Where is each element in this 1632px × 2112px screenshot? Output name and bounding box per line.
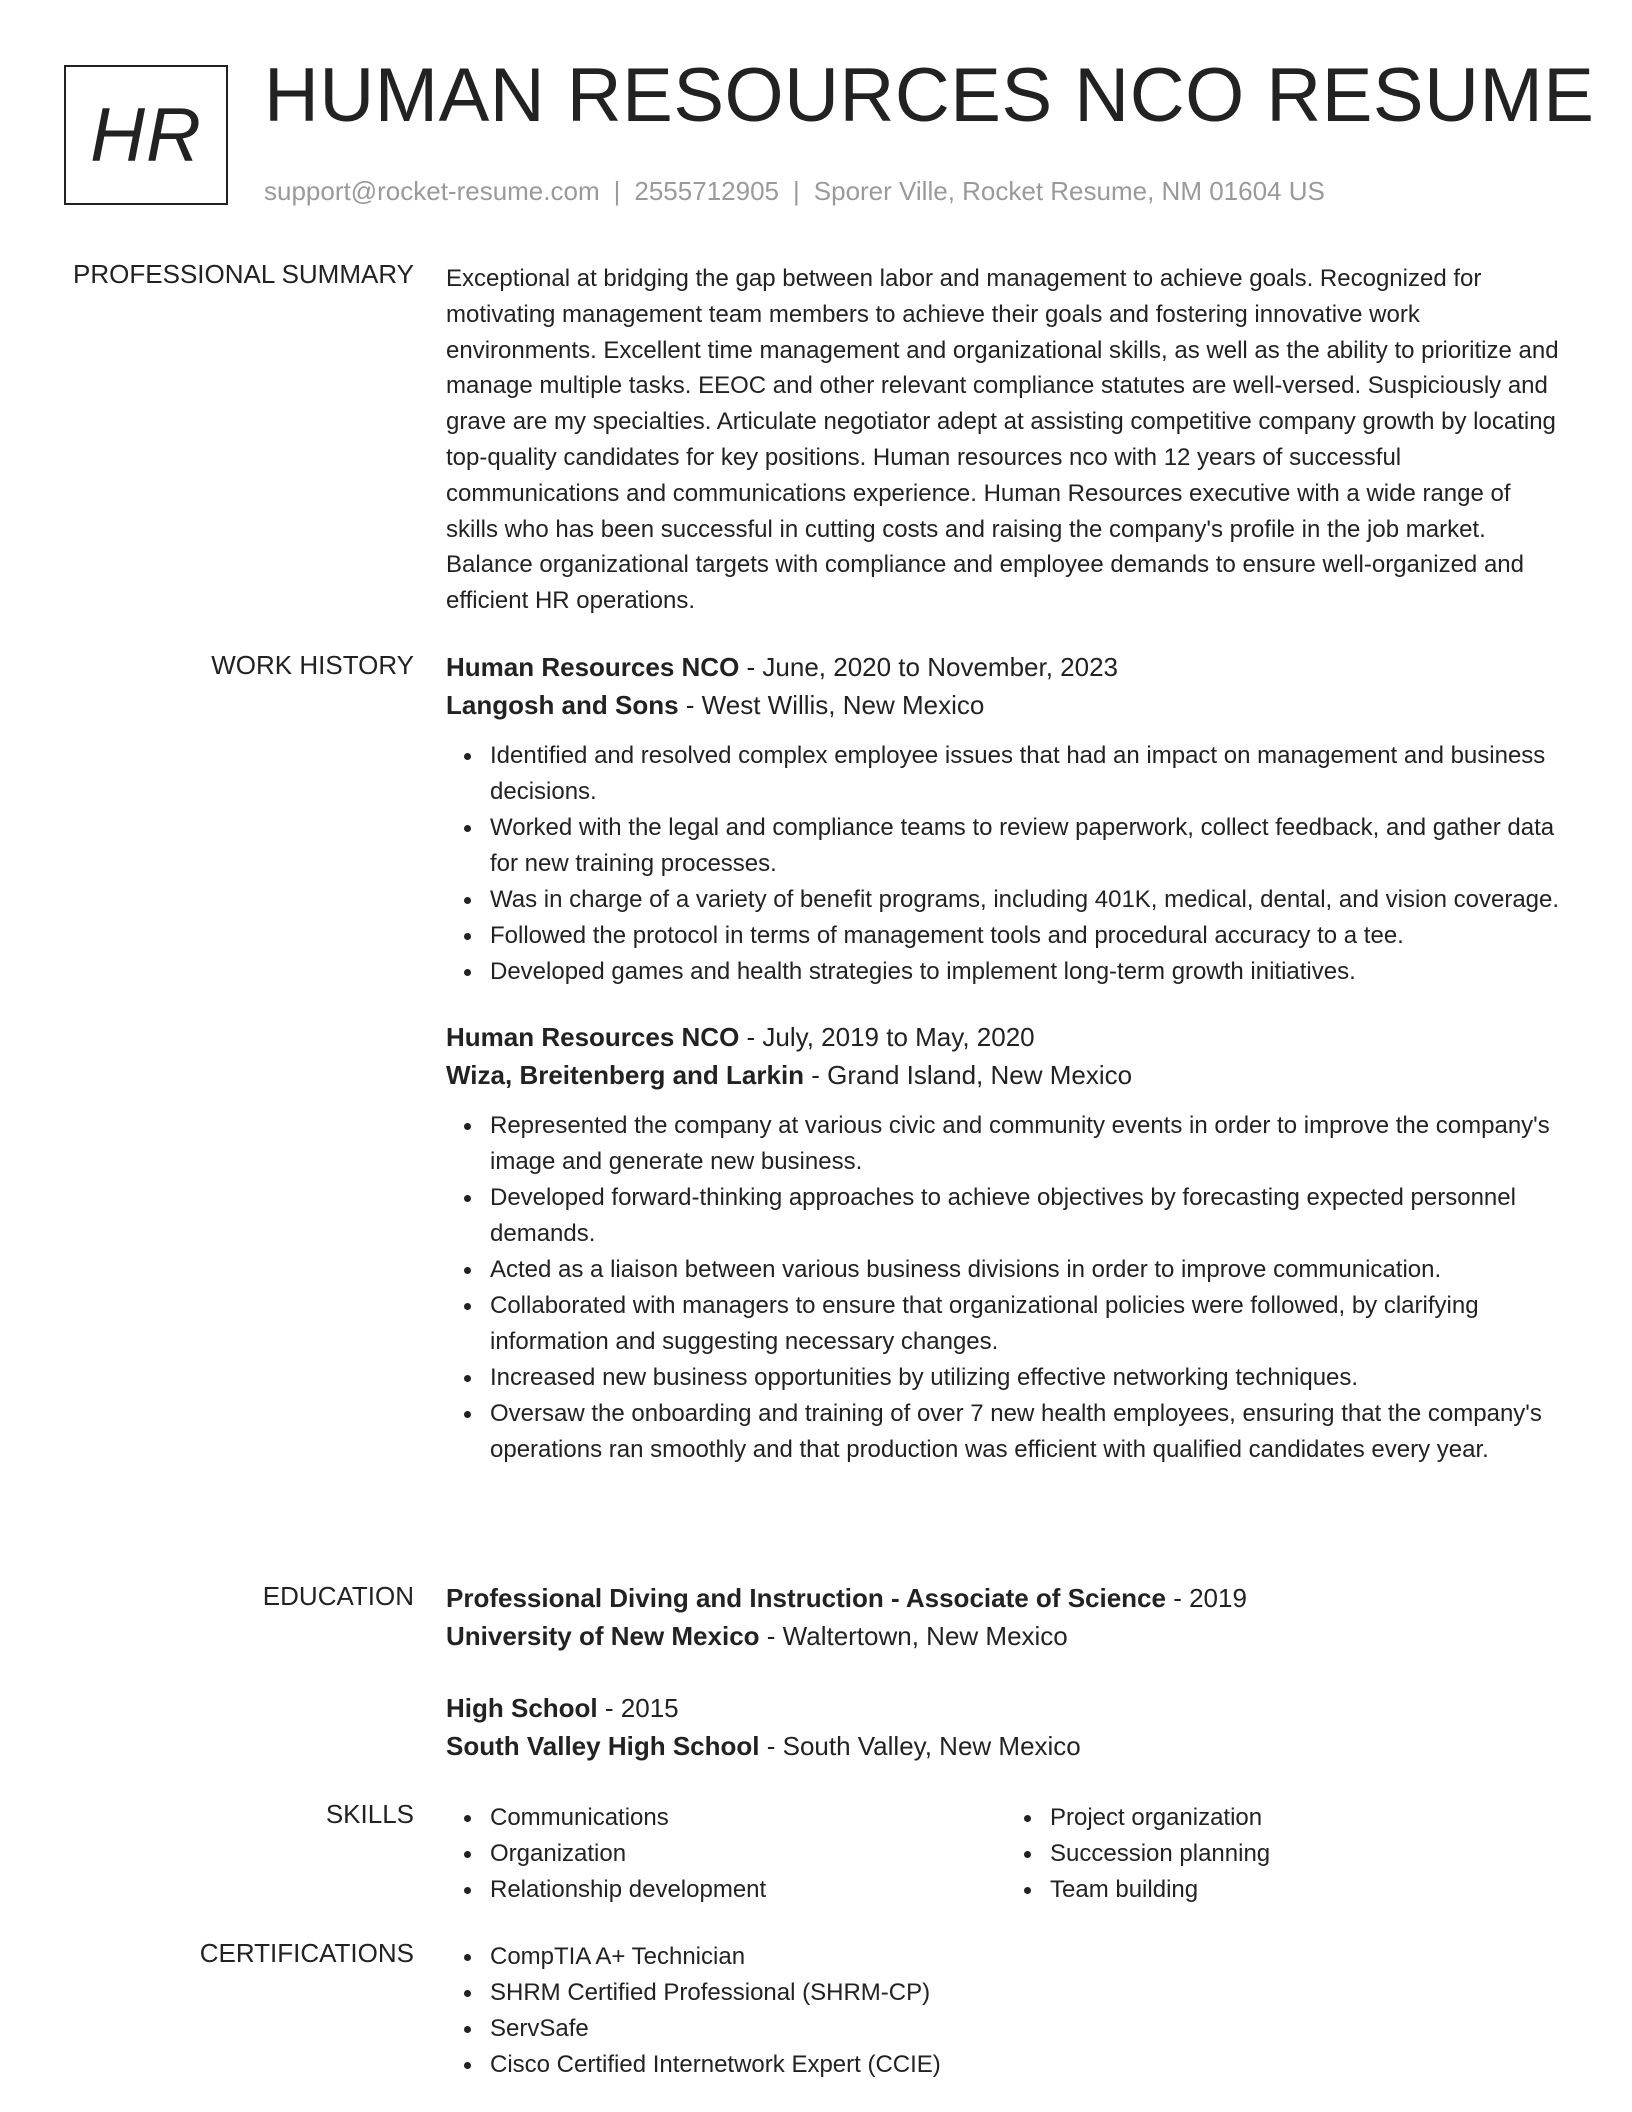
education-year: - 2019 [1165, 1583, 1247, 1613]
job-bullet: Was in charge of a variety of benefit programs, including 401K, medical, dental, and vision coverage. [490, 882, 1566, 918]
education-degree-line [446, 1689, 1566, 1727]
section-label-work-history: WORK HISTORY [211, 650, 414, 680]
skill-item: Team building [1050, 1872, 1566, 1908]
skill-item: Communications [490, 1800, 1006, 1836]
job-bullet-list [446, 1108, 1566, 1468]
education-school: University of New Mexico [446, 1621, 760, 1651]
summary-body [446, 261, 1566, 619]
education-location: - South Valley, New Mexico [759, 1731, 1081, 1761]
job-company: Wiza, Breitenberg and Larkin [446, 1060, 805, 1090]
job-location: - Grand Island, New Mexico [804, 1060, 1133, 1090]
education-school: South Valley High School [446, 1731, 760, 1761]
certification-item: ServSafe [490, 2011, 1566, 2047]
certifications-list [446, 1939, 1566, 2083]
education-school-line [446, 1617, 1566, 1655]
job-title: Human Resources NCO [446, 1022, 740, 1052]
job-bullet: Acted as a liaison between various business divisions in order to improve communication. [490, 1252, 1566, 1288]
skills-grid [446, 1800, 1566, 1908]
section-label-summary: PROFESSIONAL SUMMARY [73, 259, 414, 289]
certification-item: CompTIA A+ Technician [490, 1939, 1566, 1975]
monogram-logo: HR [64, 65, 228, 205]
job-bullet: Followed the protocol in terms of management tools and procedural accuracy to a tee. [490, 918, 1566, 954]
contact-separator: | [613, 176, 621, 206]
job-company-line [446, 1056, 1566, 1094]
job-entry [446, 1018, 1566, 1468]
contact-phone[interactable]: 2555712905 [634, 176, 779, 206]
section-label-skills: SKILLS [325, 1799, 414, 1829]
section-label-certifications: CERTIFICATIONS [199, 1938, 414, 1968]
work-history-body [446, 648, 1566, 1468]
job-title-line [446, 648, 1566, 686]
education-school-line [446, 1727, 1566, 1765]
job-title: Human Resources NCO [446, 652, 740, 682]
job-bullet: Developed games and health strategies to implement long-term growth initiatives. [490, 954, 1566, 990]
education-entry [446, 1689, 1566, 1765]
job-bullet: Developed forward-thinking approaches to achieve objectives by forecasting expected personnel demands. [490, 1180, 1566, 1252]
job-bullet: Worked with the legal and compliance teams to review paperwork, collect feedback, and gather data for new training processes. [490, 810, 1566, 882]
section-label-education: EDUCATION [262, 1581, 414, 1611]
education-body [446, 1579, 1566, 1765]
job-bullet: Oversaw the onboarding and training of over 7 new health employees, ensuring that the company's operations ran smoothly and that production was efficient with qualified candidates every year. [490, 1396, 1566, 1468]
summary-text: Exceptional at bridging the gap between labor and management to achieve goals. Recognized for motivating management team members to achieve their goals and fostering innovative work environments. Excellent time management and organizational skills, as well as the ability to prioritize and manage multiple tasks. EEOC and other relevant compliance statutes are well-versed. Suspiciously and grave are my specialties. Articulate negotiator adept at assisting competitive company growth by locating top-quality candidates for key positions. Human resources nco with 12 years of successful communications and communications experience. Human Resources executive with a wide range of skills who has been successful in cutting costs and raising the company's profile in the job market. Balance organizational targets with compliance and employee demands to ensure well-organized and efficient HR operations. [446, 265, 1559, 615]
education-entry [446, 1579, 1566, 1655]
job-company: Langosh and Sons [446, 690, 679, 720]
resume-title: HUMAN RESOURCES NCO RESUME [264, 53, 1595, 138]
job-bullet: Identified and resolved complex employee issues that had an impact on management and business decisions. [490, 738, 1566, 810]
job-bullet: Collaborated with managers to ensure that organizational policies were followed, by clarifying information and suggesting necessary changes. [490, 1288, 1566, 1360]
certifications-body [446, 1939, 1566, 2083]
contact-separator: | [793, 176, 800, 206]
job-bullet-list [446, 738, 1566, 990]
skill-item: Project organization [1050, 1800, 1566, 1836]
contact-email[interactable]: support@rocket-resume.com [264, 176, 600, 206]
certification-item: SHRM Certified Professional (SHRM-CP) [490, 1975, 1566, 2011]
job-title-line [446, 1018, 1566, 1056]
skill-item: Organization [490, 1836, 1006, 1872]
contact-line [264, 176, 1325, 207]
job-dates: - July, 2019 to May, 2020 [739, 1022, 1035, 1052]
education-degree-line [446, 1579, 1566, 1617]
contact-address: Sporer Ville, Rocket Resume, NM 01604 US [813, 176, 1325, 206]
education-degree: High School [446, 1693, 598, 1723]
education-year: - 2015 [597, 1693, 679, 1723]
skills-body [446, 1800, 1566, 1908]
job-dates: - June, 2020 to November, 2023 [739, 652, 1119, 682]
education-location: - Waltertown, New Mexico [759, 1621, 1068, 1651]
job-company-line [446, 686, 1566, 724]
job-bullet: Represented the company at various civic and community events in order to improve the company's image and generate new business. [490, 1108, 1566, 1180]
job-bullet: Increased new business opportunities by utilizing effective networking techniques. [490, 1360, 1566, 1396]
education-degree: Professional Diving and Instruction - Associate of Science [446, 1583, 1166, 1613]
skill-item: Succession planning [1050, 1836, 1566, 1872]
certification-item: Cisco Certified Internetwork Expert (CCIE) [490, 2047, 1566, 2083]
skills-list-right [1006, 1800, 1566, 1908]
skill-item: Relationship development [490, 1872, 1006, 1908]
job-location: - West Willis, New Mexico [678, 690, 985, 720]
skills-list-left [446, 1800, 1006, 1908]
job-entry [446, 648, 1566, 990]
